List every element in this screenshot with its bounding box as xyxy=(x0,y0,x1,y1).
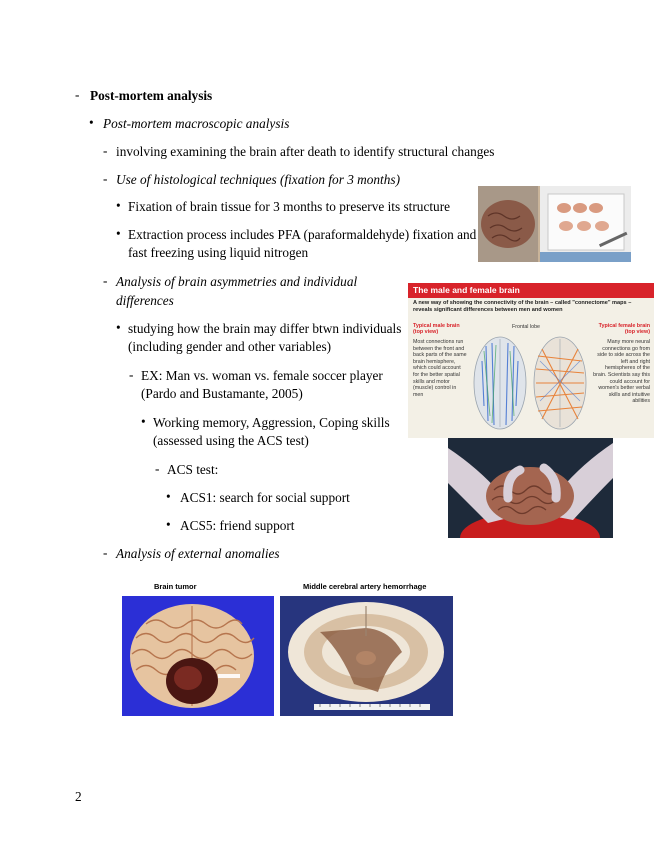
dash-marker: - xyxy=(103,171,108,186)
bullet-marker: • xyxy=(116,226,121,241)
working-memory-text-1: Working memory, Aggression, Coping skills xyxy=(153,415,390,430)
brain-tumor-photo xyxy=(122,596,274,716)
external-anomalies-text: Analysis of external anomalies xyxy=(116,546,280,561)
dash-marker: - xyxy=(103,545,108,560)
example-text-2: (Pardo and Bustamante, 2005) xyxy=(141,386,303,401)
studying-text-1: studying how the brain may differ btwn individuals xyxy=(128,321,402,336)
male-brain-title: Typical male brain (top view) xyxy=(413,323,460,336)
working-memory-text-2: (assessed using the ACS test) xyxy=(153,433,309,448)
bullet-marker: • xyxy=(89,115,94,130)
acs-test-label: ACS test: xyxy=(167,462,219,477)
asymmetry-text-2: differences xyxy=(116,293,174,308)
female-brain-text: Many more neural connections go from side to side across the left and right hemispheres of the brain. Scientists say this could account for women's better verbal skills and intuitive abilities xyxy=(593,339,650,405)
asymmetry-text-1: Analysis of brain asymmetries and individual xyxy=(116,274,358,289)
connectome-brains xyxy=(470,331,590,436)
brain-hands-photo xyxy=(448,438,613,538)
extraction-text-1: Extraction process includes PFA (paraformaldehyde) fixation and xyxy=(128,227,477,242)
heading-post-mortem: Post-mortem analysis xyxy=(90,88,213,103)
extraction-text-2: fast freezing using liquid nitrogen xyxy=(128,245,309,260)
dash-marker: - xyxy=(103,273,108,288)
brain-tumor-label: Brain tumor xyxy=(154,582,197,591)
item-histological: Use of histological techniques (fixation for 3 months) xyxy=(116,172,401,187)
page-number: 2 xyxy=(75,789,82,804)
connectome-infographic xyxy=(408,283,654,438)
dash-marker: - xyxy=(129,367,134,382)
acs5-text: ACS5: friend support xyxy=(180,518,295,533)
fixation-text: Fixation of brain tissue for 3 months to preserve its structure xyxy=(128,199,451,214)
female-brain-title: Typical female brain (top view) xyxy=(598,323,650,336)
bullet-marker: • xyxy=(116,320,121,335)
brain-fixation-photo xyxy=(478,186,631,262)
acs1-text: ACS1: search for social support xyxy=(180,490,350,505)
dash-marker: - xyxy=(103,143,108,158)
subheading-macroscopic: Post-mortem macroscopic analysis xyxy=(103,116,290,131)
example-text-1: EX: Man vs. woman vs. female soccer player xyxy=(141,368,383,383)
hemorrhage-label: Middle cerebral artery hemorrhage xyxy=(303,582,427,591)
hemorrhage-photo xyxy=(280,596,453,716)
dash-marker: - xyxy=(155,461,160,476)
studying-text-2: (including gender and other variables) xyxy=(128,339,332,354)
connectome-banner-text: The male and female brain xyxy=(413,285,520,295)
bullet-marker: • xyxy=(166,517,171,532)
bullet-marker: • xyxy=(141,414,146,429)
dash-marker: - xyxy=(75,87,80,102)
frontal-lobe-label: Frontal lobe xyxy=(512,324,540,330)
connectome-intro: A new way of showing the connectivity of the brain – called "connectome" maps – reveals significant differences between men and women xyxy=(413,300,632,314)
bullet-marker: • xyxy=(116,198,121,213)
item-involving: involving examining the brain after death to identify structural changes xyxy=(116,144,495,159)
male-brain-text: Most connections run between the front and back parts of the same brain hemisphere, which could account for the better spatial skills and motor (muscle) control in men xyxy=(413,339,467,398)
bullet-marker: • xyxy=(166,489,171,504)
